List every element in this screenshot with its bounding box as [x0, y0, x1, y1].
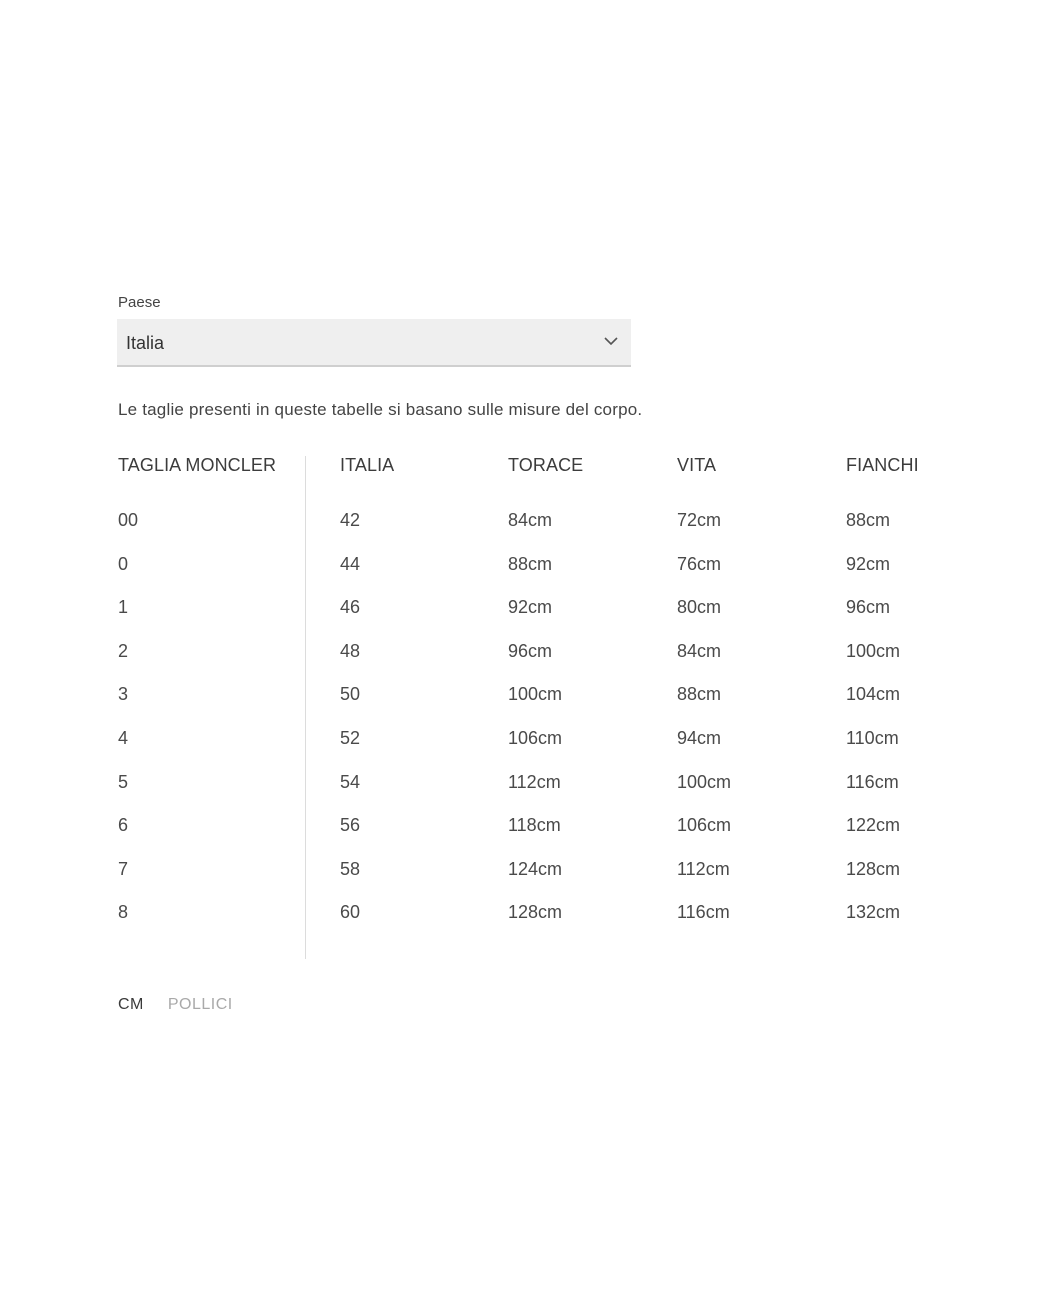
column-vita — [677, 452, 732, 923]
column-header: ITALIA — [340, 455, 395, 475]
column-header: TAGLIA MONCLER — [118, 455, 277, 475]
table-cell: 106cm — [677, 815, 732, 836]
column-torace — [508, 452, 584, 923]
table-cell: 92cm — [508, 597, 553, 618]
table-cell: 128cm — [846, 858, 901, 879]
table-cell: 100cm — [677, 771, 732, 792]
table-cell: 104cm — [846, 684, 901, 705]
table-cell: 88cm — [677, 684, 722, 705]
table-cell: 00 — [118, 510, 139, 530]
unit-toggle — [118, 996, 252, 1014]
table-cell: 110cm — [846, 728, 899, 748]
table-cell: 48 — [340, 640, 361, 661]
table-cell: 52 — [340, 728, 361, 748]
column-fianchi — [846, 452, 919, 923]
country-label: Paese — [118, 294, 161, 311]
table-cell: 116cm — [677, 902, 730, 923]
table-cell: 112cm — [677, 858, 730, 879]
table-cell: 80cm — [677, 597, 722, 618]
table-cell: 1 — [118, 597, 129, 618]
table-cell: 116cm — [846, 771, 899, 792]
table-cell: 4 — [118, 728, 129, 748]
table-cell: 58 — [340, 858, 361, 879]
table-cell: 100cm — [508, 684, 563, 705]
table-cell: 54 — [340, 771, 361, 792]
table-cell: 94cm — [677, 728, 722, 748]
table-cell: 84cm — [508, 510, 553, 530]
table-cell: 76cm — [677, 553, 722, 574]
table-cell: 50 — [340, 684, 361, 705]
table-cell: 0 — [118, 553, 129, 574]
table-cell: 84cm — [677, 640, 722, 661]
table-cell: 88cm — [846, 510, 891, 530]
table-cell: 7 — [118, 858, 129, 879]
table-cell: 128cm — [508, 902, 563, 923]
chevron-down-icon — [603, 335, 619, 347]
table-cell: 44 — [340, 553, 361, 574]
size-note: Le taglie presenti in queste tabelle si basano sulle misure del corpo. — [118, 400, 643, 419]
column-header: TORACE — [508, 455, 584, 475]
column-divider — [305, 456, 306, 959]
table-cell: 132cm — [846, 902, 901, 923]
table-cell: 122cm — [846, 815, 901, 836]
table-cell: 96cm — [846, 597, 891, 618]
table-cell: 106cm — [508, 728, 563, 748]
table-cell: 124cm — [508, 858, 563, 879]
column-header: VITA — [677, 455, 717, 475]
table-cell: 5 — [118, 771, 129, 792]
table-cell: 56 — [340, 815, 361, 836]
unit-inches-option[interactable]: POLLICI — [167, 996, 233, 1013]
table-cell: 6 — [118, 815, 129, 836]
table-cell: 92cm — [846, 553, 891, 574]
table-cell: 46 — [340, 597, 361, 618]
table-cell: 8 — [118, 902, 129, 923]
table-cell: 96cm — [508, 640, 553, 661]
table-cell: 112cm — [508, 771, 561, 792]
table-cell: 100cm — [846, 640, 901, 661]
column-taglia-moncler — [118, 452, 277, 923]
table-cell: 118cm — [508, 815, 561, 836]
table-cell: 3 — [118, 684, 129, 705]
table-cell: 42 — [340, 510, 361, 530]
column-italia — [340, 452, 395, 923]
table-cell: 72cm — [677, 510, 722, 530]
table-cell: 60 — [340, 902, 361, 923]
unit-cm-option[interactable]: CM — [118, 996, 144, 1013]
table-cell: 88cm — [508, 553, 553, 574]
country-select[interactable] — [117, 319, 631, 367]
country-select-value: Italia — [126, 333, 165, 353]
table-cell: 2 — [118, 640, 129, 661]
column-header: FIANCHI — [846, 455, 919, 475]
